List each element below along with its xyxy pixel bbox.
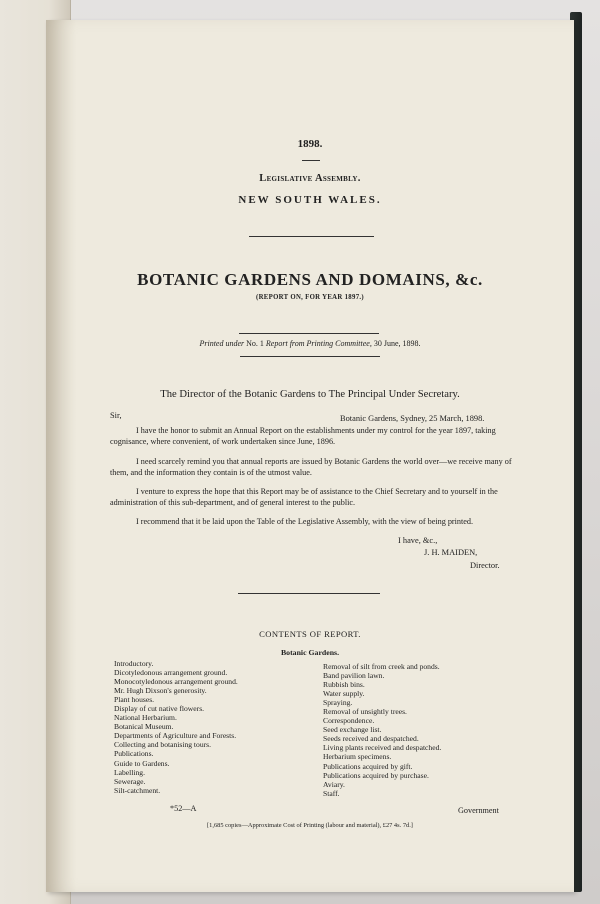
contents-item: Seed exchange list.: [323, 725, 382, 735]
contents-item: Rubbish bins.: [323, 680, 365, 690]
report-title: BOTANIC GARDENS AND DOMAINS, &c.: [137, 270, 483, 289]
contents-item: Departments of Agriculture and Forests.: [114, 731, 237, 741]
catchword: Government: [458, 806, 499, 815]
contents-item: Sewerage.: [114, 776, 146, 786]
letter-heading: The Director of the Botanic Gardens to The Principal Under Secretary.: [160, 389, 460, 400]
state-heading: NEW SOUTH WALES.: [238, 194, 382, 206]
contents-item: Publications.: [114, 749, 154, 759]
printed-prefix: Printed under: [199, 339, 245, 348]
contents-item: Publications acquired by purchase.: [323, 770, 429, 780]
contents-item: Water supply.: [323, 689, 365, 699]
printed-report: Report from Printing Committee,: [265, 339, 372, 348]
contents-item: Publications acquired by gift.: [323, 761, 413, 771]
contents-item: Display of cut native flowers.: [114, 704, 205, 714]
contents-item: Collecting and botanising tours.: [114, 740, 212, 750]
contents-heading: CONTENTS OF REPORT.: [259, 629, 361, 639]
closing: I have, &c.,: [398, 536, 438, 545]
signatory-position: Director.: [470, 561, 500, 570]
paragraph-4: I recommend that it be laid upon the Table of the Legislative Assembly, with the view of being printed.: [136, 517, 474, 526]
printing-cost-note: [1,685 copies—Approximate Cost of Printing (labour and material), £27 4s. 7d.]: [207, 822, 413, 829]
contents-item: Correspondence.: [323, 716, 375, 726]
paragraph-2: I need scarcely remind you that annual reports are issued by Botanic Gardens the world over—we receive many of them, and the information they contain is of the utmost value.: [110, 457, 512, 478]
contents-item: Mr. Hugh Dixson's generosity.: [114, 686, 207, 696]
paragraph-1: I have the honor to submit an Annual Report on the establishments under my control for the year 1897, taking cognisance, where convenient, of work undertaken since June, 1896.: [110, 426, 496, 447]
report-subtitle: (REPORT ON, FOR YEAR 1897.): [256, 294, 364, 301]
contents-item: Herbarium specimens.: [323, 752, 392, 762]
contents-item: Staff.: [323, 788, 340, 798]
year: 1898.: [297, 138, 323, 150]
contents-item: Seeds received and despatched.: [323, 734, 419, 744]
printed-note: [150, 339, 470, 348]
divider-contents: [238, 593, 380, 594]
contents-item: Botanical Museum.: [114, 722, 174, 732]
paper-number: *52—A: [170, 804, 197, 813]
contents-item: Living plants received and despatched.: [323, 743, 442, 753]
contents-item: Guide to Gardens.: [114, 758, 170, 768]
assembly-heading: Legislative Assembly.: [259, 173, 361, 184]
divider-top: [249, 236, 374, 237]
contents-item: Labelling.: [114, 767, 145, 777]
salutation: Sir,: [110, 411, 122, 420]
contents-right-column: [323, 662, 519, 798]
contents-item: National Herbarium.: [114, 713, 177, 723]
printed-date: 30 June, 1898.: [373, 339, 421, 348]
contents-item: Silt-catchment.: [114, 785, 161, 795]
contents-item: Band pavilion lawn.: [323, 671, 385, 681]
divider-printed-bottom: [240, 356, 380, 357]
contents-item: Spraying.: [323, 698, 353, 708]
contents-item: Plant houses.: [114, 695, 155, 705]
divider-printed-top: [239, 333, 379, 334]
contents-subheading: Botanic Gardens.: [280, 648, 340, 657]
paragraph-3: I venture to express the hope that this Report may be of assistance to the Chief Secretary and to yourself in the administration of this sub-department, and of general interest to the public.: [110, 487, 498, 508]
contents-item: Introductory.: [114, 659, 154, 668]
contents-item: Aviary.: [323, 779, 345, 789]
signatory: J. H. MAIDEN,: [424, 548, 478, 557]
contents-left-column: [114, 659, 322, 795]
contents-item: Monocotyledonous arrangement ground.: [114, 677, 238, 687]
divider-short: [302, 160, 320, 161]
contents-item: Removal of silt from creek and ponds.: [323, 662, 440, 671]
printed-number: No. 1: [246, 339, 264, 348]
dateline: Botanic Gardens, Sydney, 25 March, 1898.: [340, 414, 485, 423]
contents-item: Dicotyledonous arrangement ground.: [114, 668, 228, 678]
contents-item: Removal of unsightly trees.: [323, 707, 407, 717]
